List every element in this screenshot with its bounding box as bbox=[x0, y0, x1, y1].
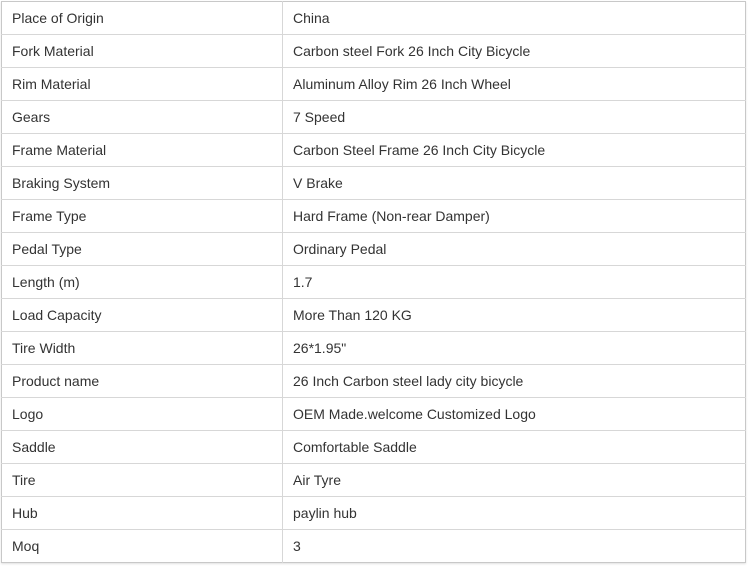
spec-label: Tire bbox=[2, 464, 283, 497]
table-row bbox=[2, 2, 746, 35]
spec-value: 3 bbox=[293, 538, 301, 554]
spec-label: Length (m) bbox=[2, 266, 283, 299]
spec-label: Place of Origin bbox=[2, 2, 283, 35]
spec-value: Air Tyre bbox=[283, 464, 746, 497]
table-row bbox=[2, 68, 746, 101]
table-row bbox=[2, 266, 746, 299]
spec-value: Hard Frame (Non-rear Damper) bbox=[283, 200, 746, 233]
spec-value: OEM Made.welcome Customized Logo bbox=[283, 398, 746, 431]
spec-label: Product name bbox=[2, 365, 283, 398]
table-row bbox=[2, 365, 746, 398]
spec-value: 26 Inch Carbon steel lady city bicycle bbox=[283, 365, 746, 398]
table-row bbox=[2, 497, 746, 530]
spec-label: Frame Material bbox=[2, 134, 283, 167]
spec-label: Rim Material bbox=[2, 68, 283, 101]
spec-value: Comfortable Saddle bbox=[283, 431, 746, 464]
product-spec-table bbox=[1, 1, 746, 563]
spec-value: 26*1.95" bbox=[283, 332, 746, 365]
table-row bbox=[2, 398, 746, 431]
spec-value: Carbon Steel Frame 26 Inch City Bicycle bbox=[283, 134, 746, 167]
table-row bbox=[2, 332, 746, 365]
spec-label: Fork Material bbox=[2, 35, 283, 68]
spec-label: Logo bbox=[2, 398, 283, 431]
spec-value: More Than 120 KG bbox=[283, 299, 746, 332]
spec-label: Braking System bbox=[2, 167, 283, 200]
table-row bbox=[2, 101, 746, 134]
spec-label: Pedal Type bbox=[2, 233, 283, 266]
table-row bbox=[2, 530, 746, 563]
spec-label: Saddle bbox=[2, 431, 283, 464]
spec-value: 1.7 bbox=[283, 266, 746, 299]
spec-value: Carbon steel Fork 26 Inch City Bicycle bbox=[283, 35, 746, 68]
spec-label: Hub bbox=[2, 497, 283, 530]
table-row bbox=[2, 167, 746, 200]
table-row bbox=[2, 35, 746, 68]
spec-value: Ordinary Pedal bbox=[283, 233, 746, 266]
spec-label: Tire Width bbox=[2, 332, 283, 365]
spec-value: Aluminum Alloy Rim 26 Inch Wheel bbox=[283, 68, 746, 101]
spec-value: V Brake bbox=[283, 167, 746, 200]
table-row bbox=[2, 299, 746, 332]
spec-label: Gears bbox=[2, 101, 283, 134]
table-row bbox=[2, 431, 746, 464]
spec-value: 7 Speed bbox=[283, 101, 746, 134]
spec-label: Load Capacity bbox=[2, 299, 283, 332]
spec-label: Moq bbox=[2, 530, 283, 563]
table-row bbox=[2, 464, 746, 497]
spec-value: China bbox=[283, 2, 746, 35]
table-row bbox=[2, 200, 746, 233]
table-row bbox=[2, 134, 746, 167]
spec-value: paylin hub bbox=[283, 497, 746, 530]
spec-label: Frame Type bbox=[2, 200, 283, 233]
table-row bbox=[2, 233, 746, 266]
